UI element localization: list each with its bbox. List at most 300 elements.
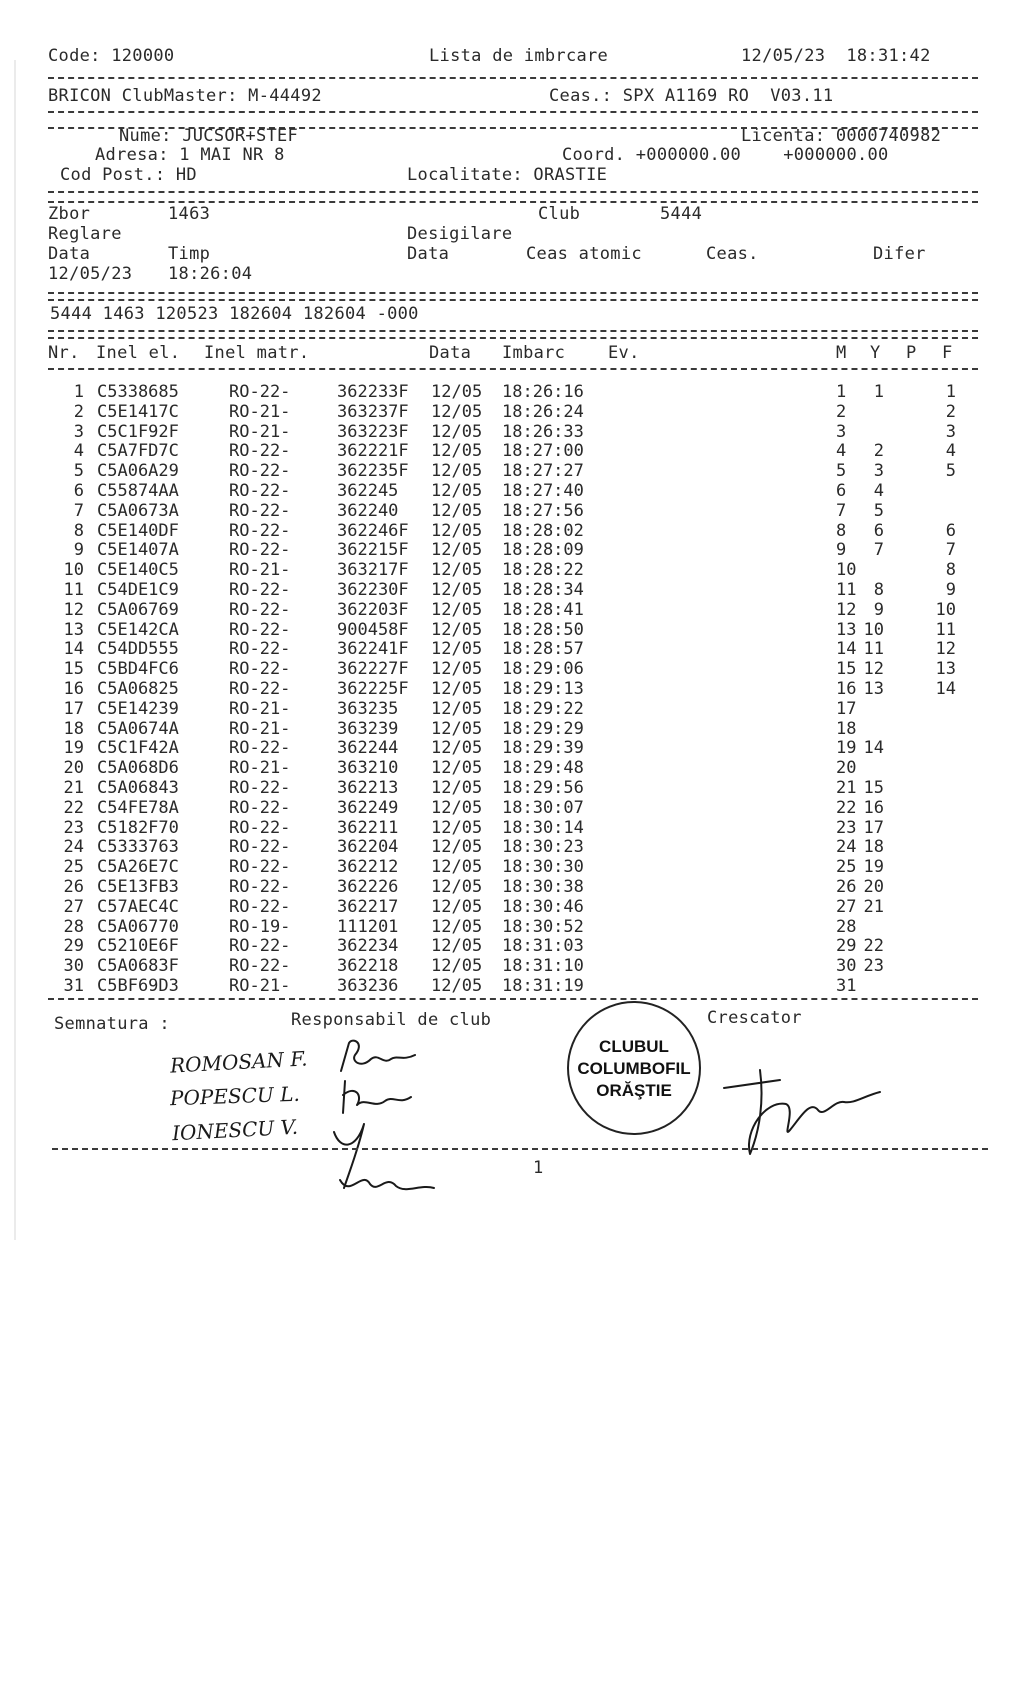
ring-el: C5BF69D3 <box>97 976 179 996</box>
arrival-time: 18:30:46 <box>502 896 584 917</box>
divider <box>48 77 978 79</box>
ring-number: 362244 <box>337 738 399 759</box>
ring-el: C5A7FD7C <box>97 441 179 462</box>
ring-number: 362240 <box>337 500 399 521</box>
arrival-time: 18:31:10 <box>502 956 584 977</box>
handwritten-name-1: ROMOSAN F. <box>169 1046 308 1078</box>
col-m: 2 <box>836 401 847 422</box>
club-number: 5444 <box>660 204 703 224</box>
ring-el: C5A06843 <box>97 778 179 798</box>
ring-number: 362234 <box>337 936 399 957</box>
col-m: 31 <box>836 976 857 996</box>
arrival-time: 18:29:48 <box>502 758 584 779</box>
row-number: 22 <box>63 797 84 818</box>
col-m: 6 <box>836 481 847 501</box>
ring-prefix: RO-22- <box>229 580 291 600</box>
arrival-time: 18:28:02 <box>502 520 584 541</box>
signature-breeder <box>720 1060 890 1160</box>
arrival-time: 18:31:03 <box>502 936 584 957</box>
ring-number: 362212 <box>337 857 399 878</box>
code-label: Code: 120000 <box>48 46 175 66</box>
ring-el: C5C1F42A <box>97 738 179 759</box>
ring-number: 362213 <box>337 778 399 798</box>
ring-el: C5A06825 <box>97 679 179 699</box>
document-title: Lista de imbrcare <box>429 46 609 66</box>
atomic-clock-label: Ceas atomic <box>526 244 642 264</box>
divider <box>48 292 978 294</box>
col-f: 5 <box>945 461 956 482</box>
arrival-date: 12/05 <box>431 956 483 977</box>
ring-el: C55874AA <box>97 481 179 501</box>
ring-number: 362221F <box>337 441 409 462</box>
col-header-imbarc: Imbarc <box>502 343 566 363</box>
ring-prefix: RO-22- <box>229 797 291 818</box>
clock-label: Ceas. <box>706 244 759 264</box>
arrival-date: 12/05 <box>431 619 483 640</box>
ring-prefix: RO-22- <box>229 778 291 798</box>
ring-prefix: RO-21- <box>229 421 291 442</box>
ring-number: 363237F <box>337 401 409 422</box>
ring-el: C5E13FB3 <box>97 877 179 897</box>
col-y: 18 <box>863 837 884 858</box>
date-label: Data <box>48 244 91 264</box>
ring-el: C5210E6F <box>97 936 179 957</box>
arrival-date: 12/05 <box>431 698 483 719</box>
divider <box>48 201 978 203</box>
arrival-time: 18:31:19 <box>502 976 584 996</box>
arrival-date: 12/05 <box>431 916 483 937</box>
ring-prefix: RO-19- <box>229 916 291 937</box>
arrival-time: 18:28:22 <box>502 560 584 581</box>
ring-number: 362227F <box>337 659 409 680</box>
ring-number: 362226 <box>337 877 399 897</box>
col-header-y: Y <box>870 343 881 363</box>
club-master: BRICON ClubMaster: M-44492 <box>48 86 322 106</box>
col-m: 10 <box>836 560 857 581</box>
arrival-time: 18:27:00 <box>502 441 584 462</box>
ring-prefix: RO-22- <box>229 837 291 858</box>
arrival-date: 12/05 <box>431 936 483 957</box>
arrival-date: 12/05 <box>431 797 483 818</box>
arrival-time: 18:29:22 <box>502 698 584 719</box>
col-m: 3 <box>836 421 847 442</box>
col-m: 24 <box>836 837 857 858</box>
col-y: 8 <box>873 580 884 600</box>
ring-number: 363223F <box>337 421 409 442</box>
arrival-date: 12/05 <box>431 520 483 541</box>
arrival-date: 12/05 <box>431 976 483 996</box>
arrival-time: 18:28:34 <box>502 580 584 600</box>
ring-prefix: RO-22- <box>229 540 291 561</box>
col-f: 11 <box>935 619 956 640</box>
ring-prefix: RO-21- <box>229 718 291 739</box>
ring-number: 362203F <box>337 599 409 620</box>
ring-number: 900458F <box>337 619 409 640</box>
col-f: 10 <box>935 599 956 620</box>
ring-el: C5A068D6 <box>97 758 179 779</box>
col-y: 20 <box>863 877 884 897</box>
arrival-time: 18:28:57 <box>502 639 584 660</box>
signature-label: Semnatura : <box>54 1014 170 1034</box>
clock-info: Ceas.: SPX A1169 RO V03.11 <box>549 86 834 106</box>
arrival-time: 18:27:40 <box>502 481 584 501</box>
col-m: 28 <box>836 916 857 937</box>
arrival-date: 12/05 <box>431 461 483 482</box>
ring-prefix: RO-21- <box>229 976 291 996</box>
club-responsible-label: Responsabil de club <box>291 1010 492 1030</box>
divider <box>48 330 978 332</box>
col-y: 11 <box>863 639 884 660</box>
ring-el: C5E140DF <box>97 520 179 541</box>
col-m: 12 <box>836 599 857 620</box>
col-m: 26 <box>836 877 857 897</box>
ring-number: 362217 <box>337 896 399 917</box>
col-y: 23 <box>863 956 884 977</box>
ring-prefix: RO-21- <box>229 560 291 581</box>
scan-mark <box>14 60 16 1240</box>
arrival-date: 12/05 <box>431 718 483 739</box>
ring-number: 363239 <box>337 718 399 739</box>
stamp-line-2: COLUMBOFIL <box>577 1059 691 1078</box>
col-m: 13 <box>836 619 857 640</box>
col-m: 11 <box>836 580 857 600</box>
row-number: 8 <box>73 520 84 541</box>
owner-name: Nume: JUCSOR+STEF <box>119 126 299 146</box>
col-m: 18 <box>836 718 857 739</box>
col-m: 5 <box>836 461 847 482</box>
ring-el: C5A06770 <box>97 916 179 937</box>
ring-el: C5E140C5 <box>97 560 179 581</box>
arrival-date: 12/05 <box>431 540 483 561</box>
ring-el: C54DD555 <box>97 639 179 660</box>
ring-number: 362204 <box>337 837 399 858</box>
col-y: 9 <box>873 599 884 620</box>
ring-prefix: RO-21- <box>229 758 291 779</box>
signature-responsible-1 <box>335 1035 425 1075</box>
arrival-date: 12/05 <box>431 817 483 838</box>
col-f: 8 <box>945 560 956 581</box>
divider <box>48 191 978 193</box>
ring-number: 362225F <box>337 679 409 699</box>
col-m: 20 <box>836 758 857 779</box>
row-number: 28 <box>63 916 84 937</box>
reglare-label: Reglare <box>48 224 122 244</box>
col-y: 16 <box>863 797 884 818</box>
ring-prefix: RO-22- <box>229 936 291 957</box>
ring-el: C5A0673A <box>97 500 179 521</box>
col-m: 15 <box>836 659 857 680</box>
col-f: 2 <box>945 401 956 422</box>
row-number: 9 <box>73 540 84 561</box>
ring-prefix: RO-22- <box>229 520 291 541</box>
handwritten-name-3: IONESCU V. <box>171 1114 299 1146</box>
ring-el: C5E14239 <box>97 698 179 719</box>
ring-prefix: RO-22- <box>229 896 291 917</box>
arrival-time: 18:28:09 <box>502 540 584 561</box>
ring-el: C5C1F92F <box>97 421 179 442</box>
col-y: 1 <box>873 382 884 402</box>
row-number: 11 <box>63 580 84 600</box>
arrival-date: 12/05 <box>431 441 483 462</box>
ring-prefix: RO-22- <box>229 441 291 462</box>
divider <box>52 1148 988 1150</box>
col-f: 3 <box>945 421 956 442</box>
ring-el: C5E1407A <box>97 540 179 561</box>
arrival-date: 12/05 <box>431 679 483 699</box>
ring-prefix: RO-22- <box>229 599 291 620</box>
locality: Localitate: ORASTIE <box>407 165 608 185</box>
owner-address: Adresa: 1 MAI NR 8 <box>95 145 285 165</box>
ring-el: C5338685 <box>97 382 179 402</box>
arrival-date: 12/05 <box>431 580 483 600</box>
row-number: 7 <box>73 500 84 521</box>
print-datetime: 12/05/23 18:31:42 <box>741 46 931 66</box>
col-f: 1 <box>945 382 956 402</box>
col-f: 9 <box>945 580 956 600</box>
ring-el: C5BD4FC6 <box>97 659 179 680</box>
arrival-date: 12/05 <box>431 401 483 422</box>
arrival-time: 18:27:27 <box>502 461 584 482</box>
coordinates: Coord. +000000.00 +000000.00 <box>562 145 889 165</box>
row-number: 23 <box>63 817 84 838</box>
col-y: 19 <box>863 857 884 878</box>
row-number: 31 <box>63 976 84 996</box>
ring-prefix: RO-22- <box>229 857 291 878</box>
ring-prefix: RO-22- <box>229 481 291 501</box>
divider <box>48 368 978 370</box>
row-number: 19 <box>63 738 84 759</box>
arrival-time: 18:30:38 <box>502 877 584 897</box>
row-number: 5 <box>73 461 84 482</box>
col-y: 21 <box>863 896 884 917</box>
ring-number: 362245 <box>337 481 399 501</box>
arrival-date: 12/05 <box>431 758 483 779</box>
breeder-label: Crescator <box>707 1008 802 1028</box>
col-m: 22 <box>836 797 857 818</box>
ring-prefix: RO-22- <box>229 639 291 660</box>
ring-prefix: RO-21- <box>229 698 291 719</box>
row-number: 29 <box>63 936 84 957</box>
ring-number: 363235 <box>337 698 399 719</box>
col-f: 12 <box>935 639 956 660</box>
col-header-inel-el: Inel el. <box>96 343 181 363</box>
ring-el: C5A0674A <box>97 718 179 739</box>
arrival-time: 18:30:14 <box>502 817 584 838</box>
arrival-time: 18:26:33 <box>502 421 584 442</box>
col-y: 10 <box>863 619 884 640</box>
row-number: 24 <box>63 837 84 858</box>
row-number: 13 <box>63 619 84 640</box>
arrival-date: 12/05 <box>431 837 483 858</box>
set-time: 18:26:04 <box>168 264 253 284</box>
col-m: 16 <box>836 679 857 699</box>
arrival-date: 12/05 <box>431 382 483 402</box>
ring-prefix: RO-22- <box>229 738 291 759</box>
row-number: 20 <box>63 758 84 779</box>
arrival-time: 18:30:52 <box>502 916 584 937</box>
ring-number: 362233F <box>337 382 409 402</box>
row-number: 3 <box>73 421 84 442</box>
ring-el: C5E142CA <box>97 619 179 640</box>
flight-label: Zbor <box>48 204 91 224</box>
col-m: 8 <box>836 520 847 541</box>
page-number: 1 <box>533 1158 544 1178</box>
time-label: Timp <box>168 244 211 264</box>
arrival-time: 18:28:50 <box>502 619 584 640</box>
ring-prefix: RO-22- <box>229 877 291 897</box>
col-m: 1 <box>836 382 847 402</box>
col-y: 7 <box>873 540 884 561</box>
ring-prefix: RO-22- <box>229 461 291 482</box>
col-header-inel-matr: Inel matr. <box>204 343 310 363</box>
stamp-line-3: ORĂŞTIE <box>596 1081 672 1100</box>
arrival-time: 18:29:56 <box>502 778 584 798</box>
license: Licenta: 0000740982 <box>741 126 942 146</box>
set-date: 12/05/23 <box>48 264 133 284</box>
ring-el: C5182F70 <box>97 817 179 838</box>
ring-el: C5A06A29 <box>97 461 179 482</box>
ring-prefix: RO-22- <box>229 382 291 402</box>
ring-prefix: RO-22- <box>229 817 291 838</box>
row-number: 14 <box>63 639 84 660</box>
ring-el: C5A0683F <box>97 956 179 977</box>
col-m: 17 <box>836 698 857 719</box>
col-y: 6 <box>873 520 884 541</box>
row-number: 30 <box>63 956 84 977</box>
row-number: 21 <box>63 778 84 798</box>
col-m: 9 <box>836 540 847 561</box>
row-number: 6 <box>73 481 84 501</box>
row-number: 27 <box>63 896 84 917</box>
col-f: 4 <box>945 441 956 462</box>
col-m: 29 <box>836 936 857 957</box>
row-number: 26 <box>63 877 84 897</box>
arrival-time: 18:29:29 <box>502 718 584 739</box>
row-number: 1 <box>73 382 84 402</box>
stamp-line-1: CLUBUL <box>599 1037 669 1056</box>
postal-code: Cod Post.: HD <box>60 165 197 185</box>
arrival-date: 12/05 <box>431 599 483 620</box>
club-label: Club <box>538 204 581 224</box>
difference-label: Difer <box>873 244 926 264</box>
arrival-time: 18:27:56 <box>502 500 584 521</box>
col-y: 4 <box>873 481 884 501</box>
row-number: 15 <box>63 659 84 680</box>
club-stamp <box>567 1001 701 1135</box>
col-f: 6 <box>945 520 956 541</box>
col-header-nr: Nr. <box>48 343 80 363</box>
col-y: 5 <box>873 500 884 521</box>
col-m: 30 <box>836 956 857 977</box>
ring-el: C5333763 <box>97 837 179 858</box>
divider <box>48 299 978 301</box>
col-header-data: Data <box>429 343 472 363</box>
date-label-2: Data <box>407 244 450 264</box>
col-y: 3 <box>873 461 884 482</box>
flight-number: 1463 <box>168 204 211 224</box>
arrival-date: 12/05 <box>431 778 483 798</box>
ring-prefix: RO-22- <box>229 956 291 977</box>
col-header-m: M <box>836 343 847 363</box>
row-number: 25 <box>63 857 84 878</box>
ring-prefix: RO-22- <box>229 659 291 680</box>
ring-number: 111201 <box>337 916 399 937</box>
arrival-time: 18:26:16 <box>502 382 584 402</box>
ring-prefix: RO-22- <box>229 619 291 640</box>
col-header-ev: Ev. <box>608 343 640 363</box>
col-f: 14 <box>935 679 956 699</box>
arrival-time: 18:30:07 <box>502 797 584 818</box>
col-m: 7 <box>836 500 847 521</box>
col-m: 4 <box>836 441 847 462</box>
ring-el: C54DE1C9 <box>97 580 179 600</box>
signature-responsible-2 <box>335 1075 425 1115</box>
ring-number: 362241F <box>337 639 409 660</box>
divider <box>48 998 978 1000</box>
col-f: 7 <box>945 540 956 561</box>
ring-el: C5E1417C <box>97 401 179 422</box>
row-number: 17 <box>63 698 84 719</box>
col-m: 25 <box>836 857 857 878</box>
col-y: 22 <box>863 936 884 957</box>
arrival-time: 18:30:23 <box>502 837 584 858</box>
ring-number: 362215F <box>337 540 409 561</box>
arrival-date: 12/05 <box>431 500 483 521</box>
ring-el: C5A26E7C <box>97 857 179 878</box>
col-f: 13 <box>935 659 956 680</box>
arrival-date: 12/05 <box>431 481 483 501</box>
col-y: 17 <box>863 817 884 838</box>
col-y: 15 <box>863 778 884 798</box>
arrival-time: 18:29:13 <box>502 679 584 699</box>
row-number: 18 <box>63 718 84 739</box>
col-header-p: P <box>906 343 917 363</box>
col-m: 21 <box>836 778 857 798</box>
ring-number: 362235F <box>337 461 409 482</box>
divider <box>48 111 978 113</box>
row-number: 2 <box>73 401 84 422</box>
desigilare-label: Desigilare <box>407 224 513 244</box>
flight-code-line: 5444 1463 120523 182604 182604 -000 <box>50 304 419 324</box>
ring-number: 362230F <box>337 580 409 600</box>
row-number: 4 <box>73 441 84 462</box>
arrival-time: 18:29:39 <box>502 738 584 759</box>
row-number: 12 <box>63 599 84 620</box>
divider <box>48 337 978 339</box>
arrival-date: 12/05 <box>431 421 483 442</box>
arrival-time: 18:30:30 <box>502 857 584 878</box>
ring-number: 363210 <box>337 758 399 779</box>
arrival-time: 18:29:06 <box>502 659 584 680</box>
ring-el: C5A06769 <box>97 599 179 620</box>
ring-number: 362211 <box>337 817 399 838</box>
ring-number: 362218 <box>337 956 399 977</box>
col-m: 27 <box>836 896 857 917</box>
signature-responsible-3 <box>330 1110 440 1200</box>
ring-number: 362249 <box>337 797 399 818</box>
col-m: 23 <box>836 817 857 838</box>
arrival-date: 12/05 <box>431 896 483 917</box>
ring-el: C54FE78A <box>97 797 179 818</box>
ring-el: C57AEC4C <box>97 896 179 917</box>
handwritten-name-2: POPESCU L. <box>169 1081 301 1111</box>
ring-prefix: RO-22- <box>229 500 291 521</box>
col-y: 2 <box>873 441 884 462</box>
ring-number: 362246F <box>337 520 409 541</box>
arrival-date: 12/05 <box>431 857 483 878</box>
ring-number: 363236 <box>337 976 399 996</box>
col-header-f: F <box>942 343 953 363</box>
